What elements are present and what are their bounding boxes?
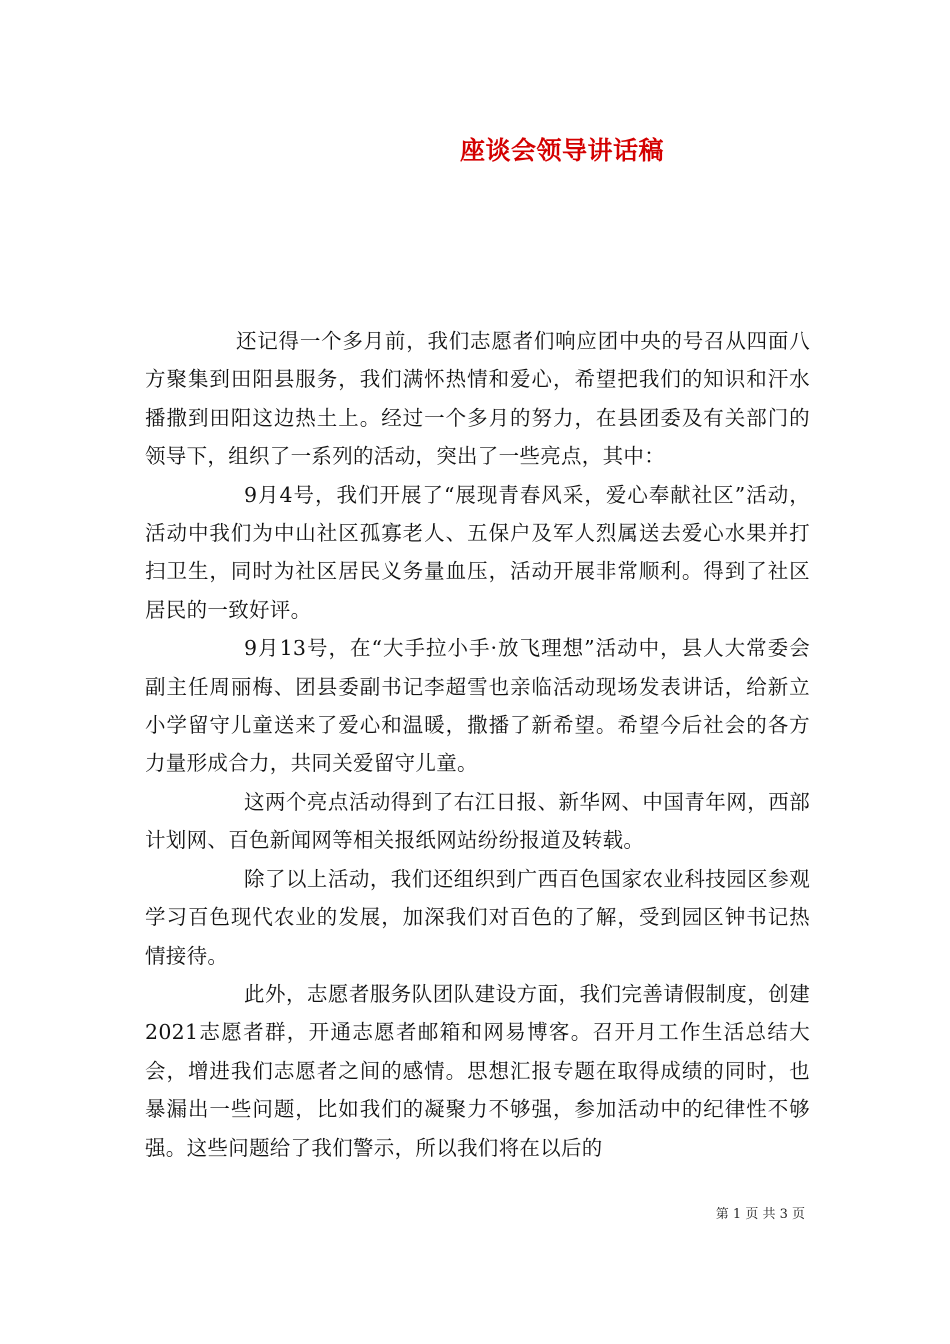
paragraph: 除了以上活动，我们还组织到广西百色国家农业科技园区参观学习百色现代农业的发展，加深我们对百色的了解，受到园区钟书记热情接待。 bbox=[145, 866, 810, 968]
paragraph: 还记得一个多月前，我们志愿者们响应团中央的号召从四面八方聚集到田阳县服务，我们满怀热情和爱心，希望把我们的知识和汗水播撒到田阳这边热土上。经过一个多月的努力，在县团委及有关部门的领导下，组织了一系列的活动，突出了一些亮点，其中： bbox=[145, 329, 810, 469]
paragraph: 这两个亮点活动得到了右江日报、新华网、中国青年网，西部计划网、百色新闻网等相关报纸网站纷纷报道及转载。 bbox=[145, 789, 810, 853]
paragraph: 9月4号，我们开展了“展现青春风采，爱心奉献社区”活动，活动中我们为中山社区孤寡老人、五保户及军人烈属送去爱心水果并打扫卫生，同时为社区居民义务量血压，活动开展非常顺利。得到了社区居民的一致好评。 bbox=[145, 482, 810, 622]
paragraph: 9月13号，在“大手拉小手·放飞理想”活动中，县人大常委会副主任周丽梅、团县委副书记李超雪也亲临活动现场发表讲话，给新立小学留守儿童送来了爱心和温暖，撒播了新希望。希望今后社会的各方力量形成合力，共同关爱留守儿童。 bbox=[145, 636, 810, 776]
page-number-footer: 第 1 页 共 3 页 bbox=[715, 1207, 805, 1222]
document-body bbox=[145, 322, 810, 1167]
paragraph: 此外，志愿者服务队团队建设方面，我们完善请假制度，创建2021志愿者群，开通志愿者邮箱和网易博客。召开月工作生活总结大会，增进我们志愿者之间的感情。思想汇报专题在取得成绩的同时，也暴漏出一些问题，比如我们的凝聚力不够强，参加活动中的纪律性不够强。这些问题给了我们警示，所以我们将在以后的 bbox=[145, 981, 810, 1160]
page-title: 座谈会领导讲话稿 bbox=[459, 136, 664, 165]
